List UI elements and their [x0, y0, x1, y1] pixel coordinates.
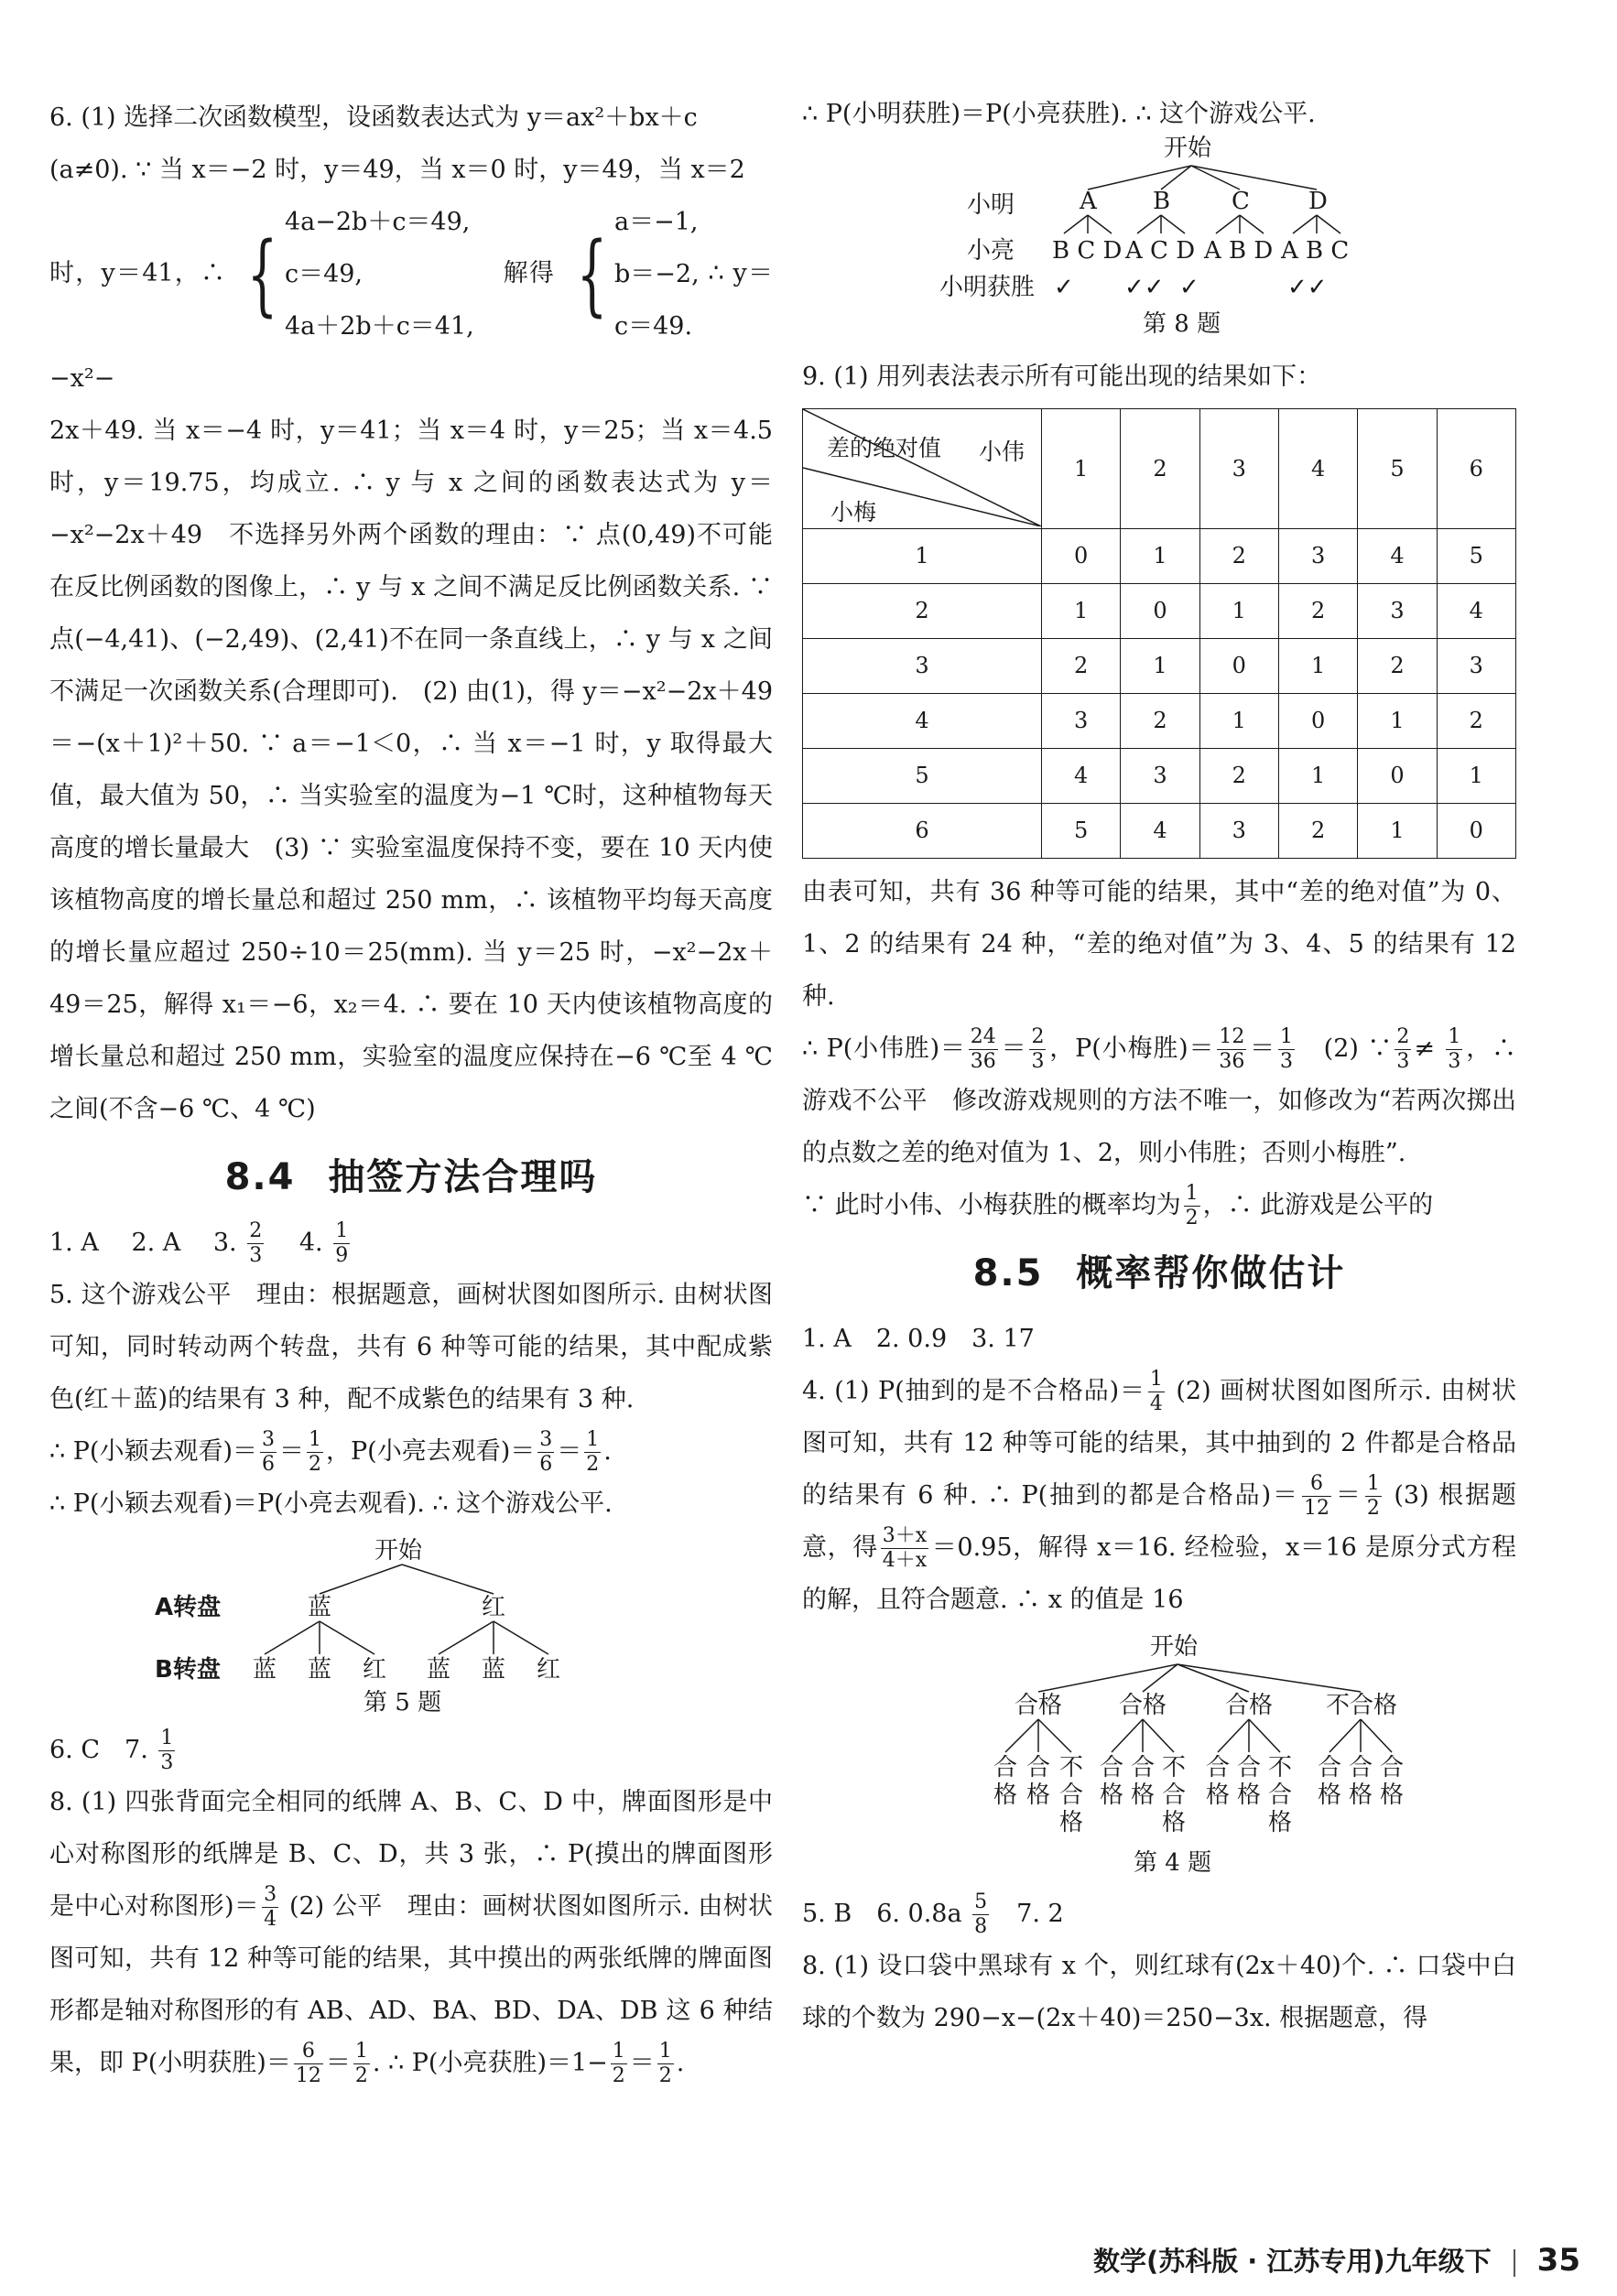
tree-diagram-5 — [155, 1537, 667, 1717]
tree-5-node: 红 — [482, 1594, 506, 1621]
tree-4-leaf: 不 合 格 — [1162, 1754, 1187, 1836]
answer-5-probability: ∴ P(小颖去观看)＝ $\frac{3}{6}$ ＝ $\frac{1}{2}$ ，P(小亮去观看)＝ $\frac{3}{6}$ ＝ $\frac{1}{2}$ . — [49, 1428, 612, 1476]
tree-4-start: 开始 — [1150, 1633, 1199, 1661]
tree-4-leaf: 合 格 — [1026, 1754, 1051, 1809]
tree-4-leaf: 合 格 — [1206, 1754, 1231, 1809]
col-header: 5 — [1358, 409, 1437, 529]
tree-8-leaves: A B D — [1204, 237, 1274, 265]
page-footer — [1093, 2241, 1580, 2279]
fraction: $\frac{1}{9}$ — [335, 1219, 349, 1267]
tree-8-caption: 第 8 题 — [1143, 310, 1221, 338]
tree-4-leaf: 合 格 — [1131, 1754, 1156, 1809]
answer-8-part1: 8. (1) 四张背面完全相同的纸牌 A、B、C、D 中，牌面图形是中心对称图形的纸牌是 B、C、D，共 3 张，∴ P(摸出的牌面图形是中心对称图形)＝ $\frac{3}{4}$ (2) 公平 理由：画树状图如图所示. 由树状图可知，共有 12 种等可能的结果，其中摸出的两张纸牌的牌面图形都是轴对称图形的有 AB、AD、BA、BD、DA、DB 这 6 种结果，即 P(小明获胜)＝ $\frac{6}{12}$ ＝ $\frac{1}{2}$ . ∴ P(小亮获胜)＝1− $\frac{1}{2}$ ＝ $\frac{1}{2}$ . — [49, 1788, 773, 2087]
col-header: 6 — [1437, 409, 1515, 529]
tree-5-leaf: 蓝 — [482, 1656, 506, 1684]
table-corner-cell: 差的绝对值 小伟 小梅 — [803, 409, 1042, 529]
tree-5-leaf: 红 — [363, 1656, 387, 1684]
table-row: 5 4 3 2 1 0 1 — [803, 749, 1516, 804]
page-number: 35 — [1536, 2242, 1580, 2279]
tree-5-leaf: 蓝 — [253, 1656, 277, 1684]
tree-diagram-4 — [903, 1633, 1416, 1880]
col-header: 1 — [1042, 409, 1121, 529]
col-header: 2 — [1121, 409, 1199, 529]
answer-6-line1: 6. (1) 选择二次函数模型，设函数表达式为 y＝ax²＋bx＋c — [49, 103, 698, 132]
tree-8-node: B — [1153, 188, 1171, 215]
table-row: 1 0 1 2 3 4 5 — [803, 529, 1516, 584]
table-row: 3 2 1 0 1 2 3 — [803, 639, 1516, 694]
col-header: 4 — [1278, 409, 1357, 529]
section-title-8-5: 8.5 概率帮你做估计 — [972, 1252, 1346, 1294]
tree-4-node: 合格 — [1119, 1692, 1167, 1719]
answers-1-4: 1. A 2. A 3. $\frac{2}{3}$ 4. $\frac{1}{9}$ — [49, 1219, 349, 1267]
tree-8-leaves: B C D — [1052, 237, 1123, 265]
tree-8-start: 开始 — [1164, 135, 1212, 162]
answer-5-text: 5. 这个游戏公平 理由：根据题意，画树状图如图所示. 由树状图可知，同时转动两个转盘，共有 6 种等可能的结果，其中配成紫色(红＋蓝)的结果有 3 种，配不成紫色的结果有 3 种. — [49, 1281, 773, 1413]
answer-6-system-line: 时，y＝41，∴ { 4a−2b＋c＝49, c＝49, 4a＋2b＋c＝41, 解得 { a＝−1, b＝−2, c＝49. ∴ y＝−x²− — [49, 196, 773, 405]
answer-8-conclusion: ∴ P(小明获胜)＝P(小亮获胜). ∴ 这个游戏公平. — [802, 100, 1316, 128]
answer-9-fair: ∵ 此时小伟、小梅获胜的概率均为 $\frac{1}{2}$ ，∴ 此游戏是公平的 — [802, 1182, 1434, 1229]
table-row: 6 5 4 3 2 1 0 — [803, 804, 1516, 859]
tree-5-start: 开始 — [374, 1537, 423, 1565]
tree-8-leaves: A B C — [1281, 237, 1350, 265]
tree-5-leaf: 蓝 — [427, 1656, 451, 1684]
equation-system-1: { 4a−2b＋c＝49, c＝49, 4a＋2b＋c＝41, — [246, 208, 474, 341]
tree-8-leaves: A C D — [1125, 237, 1196, 265]
tree-4-node: 合格 — [1015, 1692, 1063, 1719]
tree-diagram-8 — [884, 135, 1434, 343]
tree-8-row-2: 小亮 — [967, 237, 1015, 265]
answer-9-intro: 9. (1) 用列表法表示所有可能出现的结果如下： — [802, 363, 1322, 391]
answers-5-7: 5. B 6. 0.8a $\frac{5}{8}$ 7. 2 — [802, 1890, 1064, 1938]
tree-4-node: 不合格 — [1326, 1692, 1398, 1719]
answer-9-probability: ∴ P(小伟胜)＝ $\frac{24}{36}$ ＝ $\frac{2}{3}$ ，P(小梅胜)＝ $\frac{12}{36}$ ＝ $\frac{1}{3}$ (2) ∵ $\frac{2}{3}$ ≠ $\frac{1}{3}$ ，∴ 游戏不公平 修改游戏规则的方法不唯一，如修改为“若两次掷出的点数之差的绝对值为 1、2，则小伟胜；否则小梅胜”. — [802, 1025, 1517, 1167]
check-icon: ✓✓ — [1124, 274, 1165, 301]
tree-4-leaf: 合 格 — [1349, 1754, 1373, 1809]
equation-system-2: { a＝−1, b＝−2, c＝49. — [576, 208, 700, 341]
answer-6-line2: (a≠0). ∵ 当 x＝−2 时，y＝49，当 x＝0 时，y＝49，当 x＝2 — [49, 156, 745, 184]
answer-8-text: 8. (1) 设口袋中黑球有 x 个，则红球有(2x＋40)个. ∴ 口袋中白球的个数为 290−x−(2x＋40)＝250−3x. 根据题意，得 — [802, 1952, 1516, 2032]
tree-5-caption: 第 5 题 — [364, 1689, 442, 1717]
tree-4-leaf: 合 格 — [1318, 1754, 1342, 1809]
check-icon: ✓ — [1179, 274, 1199, 301]
footer-divider — [1514, 2249, 1515, 2277]
answers-6-7: 6. C 7. $\frac{1}{3}$ — [49, 1727, 174, 1774]
tree-4-leaf: 合 格 — [1100, 1754, 1124, 1809]
answer-9-analysis: 由表可知，共有 36 种等可能的结果，其中“差的绝对值”为 0、1、2 的结果有 24 种，“差的绝对值”为 3、4、5 的结果有 12 种. — [802, 878, 1516, 1011]
tree-5-node: 蓝 — [308, 1594, 332, 1621]
difference-table — [802, 408, 1516, 859]
section-title-8-4: 8.4 抽签方法合理吗 — [224, 1156, 598, 1198]
tree-4-leaf: 合 格 — [1237, 1754, 1262, 1809]
tree-8-node: A — [1080, 188, 1097, 215]
tree-8-node: D — [1308, 188, 1328, 215]
tree-4-caption: 第 4 题 — [1134, 1849, 1212, 1877]
tree-4-leaf: 不 合 格 — [1268, 1754, 1293, 1836]
check-icon: ✓ — [1054, 274, 1074, 301]
book-title: 数学(苏科版 · 江苏专用)九年级下 — [1092, 2246, 1492, 2277]
tree-8-row-3: 小明获胜 — [939, 274, 1036, 301]
check-icon: ✓✓ — [1287, 274, 1328, 301]
tree-4-node: 合格 — [1225, 1692, 1274, 1719]
fraction: $\frac{2}{3}$ — [249, 1219, 263, 1267]
tree-4-leaf: 合 格 — [1380, 1754, 1405, 1809]
tree-5-leaf: 红 — [537, 1656, 561, 1684]
answer-6-body: 2x＋49. 当 x＝−4 时，y＝41；当 x＝4 时，y＝25；当 x＝4.5 时，y＝19.75，均成立. ∴ y 与 x 之间的函数表达式为 y＝−x²−2x＋49 不选择另外两个函数的理由：∵ 点(0,49)不可能在反比例函数的图像上，∴ y 与 x 之间不满足反比例函数关系. ∵ 点(−4,41)、(−2,49)、(2,41)不在同一条直线上，∴ y 与 x 之间不满足一次函数关系(合理即可). (2) 由(1)，得 y＝−x²−2x＋49＝−(x＋1)²＋50. ∵ a＝−1＜0，∴ 当 x＝−1 时，y 取得最大值，最大值为 50，∴ 当实验室的温度为−1 ℃时，这种植物每天高度的增长量最大 (3) ∵ 实验室温度保持不变，要在 10 天内使该植物高度的增长量总和超过 250 mm，∴ 该植物平均每天高度的增长量应超过 250÷10＝25(mm). 当 y＝25 时，−x²−2x＋49＝25，解得 x₁＝−6，x₂＝4. ∴ 要在 10 天内使该植物高度的增长量总和超过 250 mm，实验室的温度应保持在−6 ℃至 4 ℃之间(不含−6 ℃、4 ℃) — [49, 417, 773, 1123]
col-header: 3 — [1199, 409, 1278, 529]
tree-4-leaf: 不 合 格 — [1059, 1754, 1084, 1836]
answer-4-text: 4. (1) P(抽到的是不合格品)＝ $\frac{1}{4}$ (2) 画树状图如图所示. 由树状图可知，共有 12 种等可能的结果，其中抽到的 2 件都是合格品的结果有 6 种. ∴ P(抽到的都是合格品)＝ $\frac{6}{12}$ ＝ $\frac{1}{2}$ (3) 根据题意，得 $\frac{3+x}{4+x}$ ＝0.95，解得 x＝16. 经检验，x＝16 是原分式方程的解，且符合题意. ∴ x 的值是 16 — [802, 1368, 1517, 1614]
table-row: 2 1 0 1 2 3 4 — [803, 584, 1516, 639]
tree-5-row-b: B转盘 — [155, 1656, 221, 1684]
answer-5-conclusion: ∴ P(小颖去观看)＝P(小亮去观看). ∴ 这个游戏公平. — [49, 1489, 613, 1518]
tree-8-row-1: 小明 — [967, 191, 1015, 219]
tree-5-leaf: 蓝 — [308, 1656, 332, 1684]
tree-4-leaf: 合 格 — [993, 1754, 1018, 1809]
left-column — [49, 92, 773, 2089]
answers-1-3: 1. A 2. 0.9 3. 17 — [802, 1325, 1035, 1353]
table-row: 4 3 2 1 0 1 2 — [803, 694, 1516, 749]
right-column — [802, 92, 1516, 2044]
tree-8-node: C — [1232, 188, 1250, 215]
tree-5-row-a: A转盘 — [155, 1594, 222, 1621]
